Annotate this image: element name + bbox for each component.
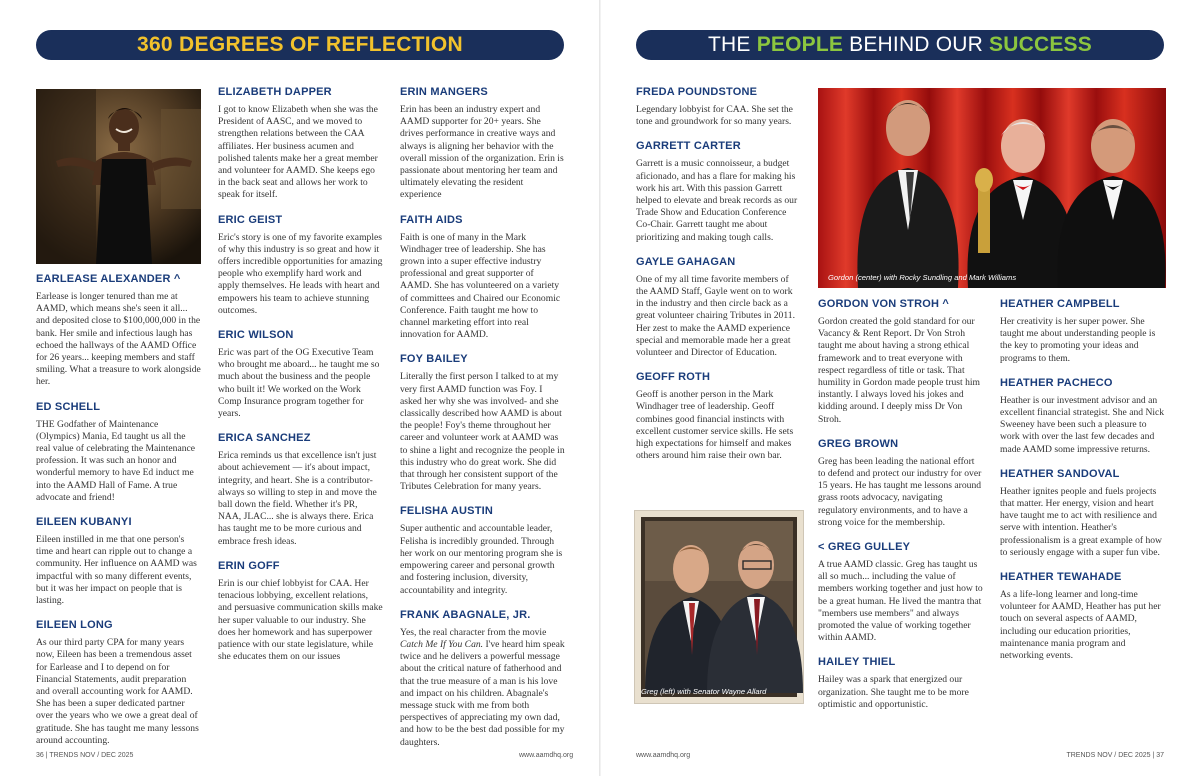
person-bio: As our third party CPA for many years now, Eileen has been a tremendous asset for Earlease and I to depend on for Financial Statements, audit preparation and overall accounting work for AAMD. She has been a super dedicated partner over the years who we owe a great deal of gratitude. She has taught me many lessons around accounting. xyxy=(36,637,199,746)
left-column-2 xyxy=(218,86,383,675)
earlease-photo xyxy=(36,89,201,264)
person-bio: Geoff is another person in the Mark Windhager tree of leadership. Geoff combines good financial instincts with excellent customer service skills. He sets high expectations for himself and makes others around him raise their own bar. xyxy=(636,389,794,462)
person-name: EARLEASE ALEXANDER ^ xyxy=(36,273,181,285)
person-name: GREG BROWN xyxy=(818,437,899,450)
person-name: ELIZABETH DAPPER xyxy=(218,86,332,98)
left-page-banner: 360 DEGREES OF REFLECTION xyxy=(36,30,564,60)
person-bio: Heather ignites people and fuels projects that matter. Her energy, vision and heart have taught me to act with resilience and serve with intention. Heather's professionalism is a great example of how to seriously engage with a super fun vibe. xyxy=(1000,485,1162,558)
person-bio: Eileen instilled in me that one person's time and heart can ripple out to change a community. Her influence on AAMD was impactful with so many different events, but it was her impact on people that is lasting. xyxy=(36,534,197,607)
movie-title: Catch Me If You Can. xyxy=(400,638,484,650)
person-name: FAITH AIDS xyxy=(400,213,463,226)
person-name: ED SCHELL xyxy=(36,400,101,413)
person-name: ERICA SANCHEZ xyxy=(218,432,311,445)
person-bio: I got to know Elizabeth when she was the President of AASC, and we moved to strengthen relations between the CAA affiliates. Her business acumen and polished talents make her a great member and volunteer for AAMD. She keeps ego in the back seat and allows her work to speak for itself. xyxy=(218,104,378,201)
right-column-1 xyxy=(636,86,801,474)
person-name: < GREG GULLEY xyxy=(818,541,911,554)
right-column-3 xyxy=(1000,298,1165,674)
gordon-group-photo xyxy=(818,88,1166,288)
person-bio: Eric was part of the OG Executive Team who brought me aboard... he taught me so much about the business and the people who built it! We worked on the Work Comp Insurance program together for years. xyxy=(218,347,380,420)
left-footer-url[interactable]: www.aamdhq.org xyxy=(519,752,574,759)
person-name: ERIC WILSON xyxy=(218,329,294,342)
person-name: HAILEY THIEL xyxy=(818,656,896,669)
person-bio xyxy=(400,627,565,749)
person-bio: Earlease is longer tenured than me at AAMD, which means she's seen it all... and deposited close to $100,000,000 in the bank. Her smile and infectious laugh has echoed the hallways of the AAMD Office for 26 years... keeping members and staff smiling. What a treasure to work alongside her. xyxy=(36,291,201,388)
photo-caption-bottom: Greg (left) with Senator Wayne Allard xyxy=(641,687,767,696)
person-bio: Erin has been an industry expert and AAMD supporter for 20+ years. She drives performance in creative ways and always is aligning her behavior with the overall mission of the organization. Erin is passionate about mentoring her team and ultimately elevating the resident experience xyxy=(400,104,564,201)
person-name: FOY BAILEY xyxy=(400,353,468,366)
left-footer-page-info: 36 | TRENDS NOV / DEC 2025 xyxy=(36,752,134,759)
banner-text: BEHIND OUR xyxy=(849,33,983,56)
person-bio: Garrett is a music connoisseur, a budget aficionado, and has a flare for making his work his art. With this passion Garrett helped to elevate and break records as our Trade Show and Education Conference Co-Chair. Garrett taught me about prioritizing and making tough calls. xyxy=(636,158,798,243)
person-bio: THE Godfather of Maintenance (Olympics) Mania, Ed taught us all the real value of celebrating the Maintenance profession. It was such an honor and wonderful memory to have Ed induct me into the AAMD Hall of Fame. A true advocate and friend! xyxy=(36,418,196,503)
person-bio: A true AAMD classic. Greg has taught us all so much... including the value of members working together and just how to be a great human. He lived the mantra that "members use members" and always promoted the value of working together within AAMD. xyxy=(818,559,983,644)
person-bio: As a life-long learner and long-time volunteer for AAMD, Heather has put her touch on several aspects of AAMD, including our education priorities, maintenance mania program and networking events. xyxy=(1000,589,1161,662)
person-name: EILEEN KUBANYI xyxy=(36,516,132,529)
banner-highlight: PEOPLE xyxy=(756,33,844,56)
greg-senator-photo xyxy=(634,510,804,704)
person-name: HEATHER SANDOVAL xyxy=(1000,467,1120,480)
person-name: HEATHER CAMPBELL xyxy=(1000,298,1120,310)
photo-caption-top: Gordon (center) with Rocky Sundling and Mark Williams xyxy=(828,273,1017,282)
person-bio: Gordon created the gold standard for our Vacancy & Rent Report. Dr Von Stroh taught me about having a strong ethical framework and to treat everyone with respect regardless of title or task. That humility in Gordon made people trust him instantly. I always loved his jokes and kidding around. I deeply miss Dr Von Stroh. xyxy=(818,316,981,425)
person-name: FELISHA AUSTIN xyxy=(400,505,494,518)
person-bio: Heather is our investment advisor and an excellent financial strategist. She and Nick Sweeney have been such a pleasure to work with over the last few decades and made AAMD some impressive returns. xyxy=(1000,394,1165,455)
bio-text: I've heard him speak twice and he delivers a powerful message about the critical nature of fatherhood and that the true measure of a man is his love and impact on his children. Abagnale's message stuck with me from both perspectives of appreciating my own dad, and how to be the best dad possible for my daughters. xyxy=(400,638,565,748)
person-bio: Eric's story is one of my favorite examples of why this industry is so great and how it offers incredible opportunities for amazing people who exemplify hard work and apply themselves. He leads with heart and empowers his team to achieve stunning outcomes. xyxy=(218,231,383,316)
person-bio: Erin is our chief lobbyist for CAA. Her tenacious lobbying, excellent relations, and persuasive communication skills make her super valuable to our industry. She does her homework and has superpower patience with our state legislature, while she educates them on our issues xyxy=(218,577,383,663)
banner-highlight: SUCCESS xyxy=(989,33,1092,56)
person-bio: Faith is one of many in the Mark Windhager tree of leadership. She has grown into a super effective industry professional and great supporter of AAMD. She has volunteered on a variety of committees and Chaired our Economic Conference. Faith taught me how to channel marketing effort into real innovation for AAMD. xyxy=(400,231,561,341)
right-footer-page-info: TRENDS NOV / DEC 2025 | 37 xyxy=(1066,752,1164,759)
banner-text: THE xyxy=(708,33,751,56)
person-bio: Super authentic and accountable leader, Felisha is incredibly grounded. Through her work on our mentoring program she is empowering career and personal growth and fostering inclusion, diversity, accountability and integrity. xyxy=(400,523,563,596)
person-name: GARRETT CARTER xyxy=(636,140,741,153)
left-column-3 xyxy=(400,86,565,761)
person-bio: Legendary lobbyist for CAA. She set the tone and groundwork for so many years. xyxy=(636,104,793,128)
person-name: FRANK ABAGNALE, JR. xyxy=(400,608,531,621)
person-bio: Greg has been leading the national effort to defend and protect our industry for over 15 years. He has taught me lessons around grass roots advocacy, navigating regulatory environments, and to have a strong voice for the membership. xyxy=(818,455,982,528)
person-name: HEATHER PACHECO xyxy=(1000,376,1113,389)
person-name: FREDA POUNDSTONE xyxy=(636,86,758,98)
left-column-1 xyxy=(36,273,201,759)
page-gutter xyxy=(599,0,601,776)
person-name: GEOFF ROTH xyxy=(636,371,711,384)
person-bio: Erica reminds us that excellence isn't just about achievement — it's about impact, integrity, and heart. She is a contributor- always so willing to step in and move the ball down the field. Whether it's PR, NAA, JLAC... she is always there. Erica has taught me to be more curious and embrace fresh ideas. xyxy=(218,450,377,547)
person-bio: One of my all time favorite members of the AAMD Staff, Gayle went on to work in the industry and then circle back as a great volunteer chairing Tributes in 2011. Her zest to make the AAMD experience special and memorable made her a great volunteer and Director of Education. xyxy=(636,273,795,359)
person-bio: Hailey was a spark that energized our organization. She taught me to be more optimistic and opportunistic. xyxy=(818,674,969,710)
person-name: ERIN GOFF xyxy=(218,559,280,572)
person-bio: Her creativity is her super power. She taught me about understanding people is the key to promoting your ideas and programs to them. xyxy=(1000,316,1156,364)
person-name: GORDON VON STROH ^ xyxy=(818,298,950,310)
person-name: HEATHER TEWAHADE xyxy=(1000,571,1122,584)
person-name: ERIN MANGERS xyxy=(400,86,488,98)
bio-text: Yes, the real character from the movie xyxy=(400,626,547,638)
right-footer-url[interactable]: www.aamdhq.org xyxy=(636,752,691,759)
right-page-banner xyxy=(636,30,1164,60)
person-name: ERIC GEIST xyxy=(218,213,283,226)
right-column-2 xyxy=(818,298,983,723)
person-name: EILEEN LONG xyxy=(36,619,113,632)
person-name: GAYLE GAHAGAN xyxy=(636,255,736,268)
person-bio: Literally the first person I talked to at my very first AAMD function was Foy. I asked her why she was involved- and she classically described how AAMD is about the people! Foy's theme throughout her career and volunteer work at AAMD was to shine a light and recognize the people in this industry who do great work. She did that through her consistent support of the Tributes Celebration for many years. xyxy=(400,371,565,493)
